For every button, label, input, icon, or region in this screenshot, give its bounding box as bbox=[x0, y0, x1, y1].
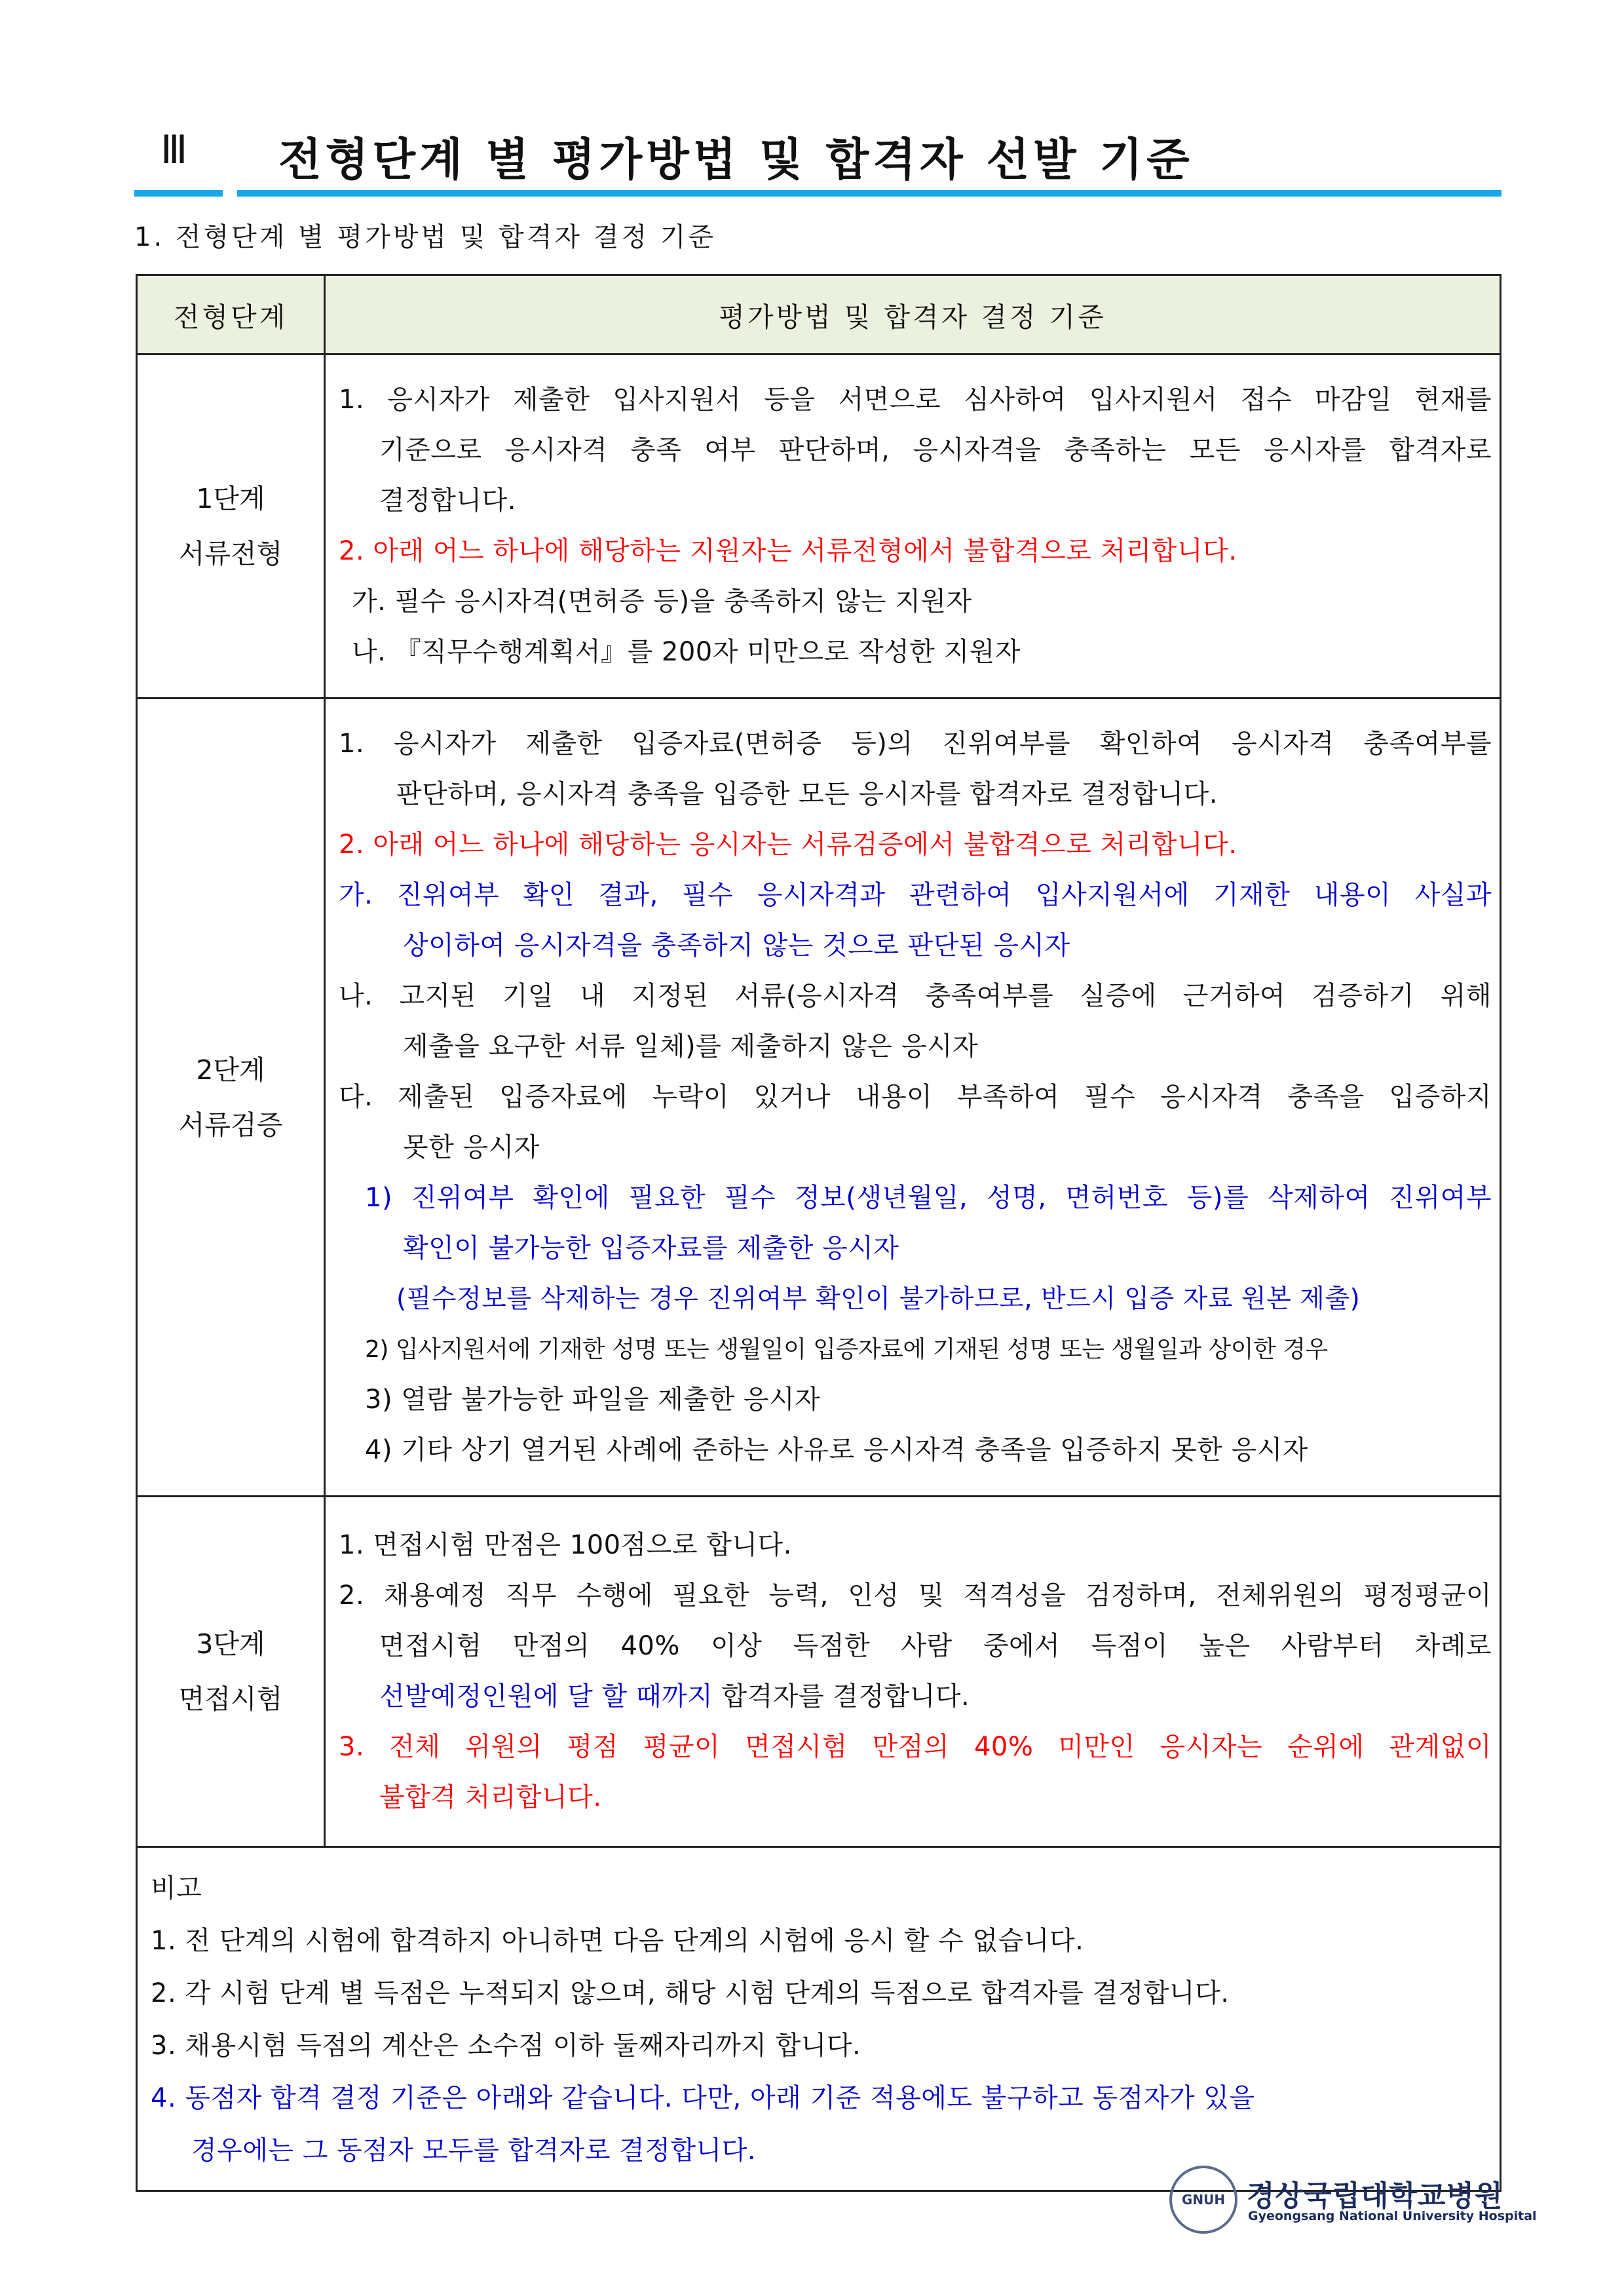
stage1-criteria bbox=[325, 354, 1501, 698]
stage2-line: 상이하여 응시자격을 충족하지 않는 것으로 판단된 응시자 bbox=[403, 930, 1070, 961]
section-number: Ⅲ bbox=[161, 127, 189, 173]
criteria-table bbox=[136, 274, 1501, 2192]
stage2-line: 나. 고지된 기일 내 지정된 서류(응시자격 충족여부를 실증에 근거하여 검증하기 위해 bbox=[339, 981, 1492, 1011]
logo-name-kr: 경상국립대학교병원 bbox=[1247, 2179, 1503, 2213]
stage2-line: 2) 입사지원서에 기재한 성명 또는 생월일이 입증자료에 기재된 성명 또는 생월일과 상이한 경우 bbox=[365, 1336, 1328, 1363]
hospital-logo bbox=[1169, 2166, 1537, 2238]
stage1-line: 1. 응시자가 제출한 입사지원서 등을 서면으로 심사하여 입사지원서 접수 마감일 현재를 bbox=[339, 385, 1492, 415]
stage3-number: 3단계 bbox=[196, 1628, 265, 1660]
accent-bar-left bbox=[134, 190, 223, 197]
notes-line: 2. 각 시험 단계 별 득점은 누적되지 않으며, 해당 시험 단계의 득점으로 합격자를 결정합니다. bbox=[151, 1978, 1230, 2008]
stage1-number: 1단계 bbox=[196, 483, 265, 514]
stage2-name: 서류검증 bbox=[178, 1109, 283, 1141]
stage3-line bbox=[339, 1672, 1492, 1722]
emblem-text: GNUH bbox=[1181, 2192, 1226, 2208]
page-title: 전형단계 별 평가방법 및 합격자 선발 기준 bbox=[278, 134, 1194, 186]
logo-name-en: Gyeongsang National University Hospital bbox=[1248, 2209, 1537, 2223]
stage1-line: 가. 필수 응시자격(면허증 등)을 충족하지 않는 지원자 bbox=[352, 586, 972, 617]
notes-cell bbox=[137, 1847, 1501, 2191]
stage2-line: 1) 진위여부 확인에 필요한 필수 정보(생년월일, 성명, 면허번호 등)를 삭제하여 진위여부 bbox=[365, 1183, 1492, 1213]
table-row-stage3 bbox=[137, 1497, 1501, 1847]
stage1-line: 결정합니다. bbox=[379, 486, 516, 516]
notes-line: 4. 동점자 합격 결정 기준은 아래와 같습니다. 다만, 아래 기준 적용에도 불구하고 동점자가 있을 bbox=[151, 2083, 1255, 2113]
notes-line: 경우에는 그 동점자 모두를 합격자로 결정합니다. bbox=[191, 2135, 757, 2166]
table-row-notes bbox=[137, 1847, 1501, 2191]
stage1-label bbox=[137, 354, 325, 698]
header-method: 평가방법 및 합격자 결정 기준 bbox=[325, 275, 1501, 354]
stage3-criteria bbox=[325, 1497, 1501, 1847]
stage3-line: 불합격 처리합니다. bbox=[379, 1782, 602, 1812]
stage2-line: 다. 제출된 입증자료에 누락이 있거나 내용이 부족하여 필수 응시자격 충족을 입증하지 bbox=[339, 1082, 1492, 1112]
stage1-line: 2. 아래 어느 하나에 해당하는 지원자는 서류전형에서 불합격으로 처리합니다. bbox=[339, 536, 1237, 566]
stage2-line: 2. 아래 어느 하나에 해당하는 응시자는 서류검증에서 불합격으로 처리합니다. bbox=[339, 830, 1237, 860]
stage2-criteria bbox=[325, 698, 1501, 1497]
stage2-line: 못한 응시자 bbox=[403, 1132, 540, 1162]
stage3-highlight: 선발예정인원에 달 할 때까지 bbox=[379, 1681, 713, 1712]
table-row-stage1 bbox=[137, 354, 1501, 698]
section-subtitle: 1. 전형단계 별 평가방법 및 합격자 결정 기준 bbox=[134, 222, 717, 252]
stage2-line: (필수정보를 삭제하는 경우 진위여부 확인이 불가하므로, 반드시 입증 자료 원본 제출) bbox=[396, 1284, 1361, 1314]
stage2-line: 4) 기타 상기 열거된 사례에 준하는 사유로 응시자격 충족을 입증하지 못한 응시자 bbox=[365, 1435, 1308, 1465]
stage2-line: 판단하며, 응시자격 충족을 입증한 모든 응시자를 합격자로 결정합니다. bbox=[396, 779, 1218, 809]
section-header bbox=[134, 124, 1497, 197]
stage3-line-rest: 합격자를 결정합니다. bbox=[713, 1681, 970, 1712]
table-header-row bbox=[137, 275, 1501, 354]
stage3-name: 면접시험 bbox=[178, 1683, 283, 1715]
stage2-label bbox=[137, 698, 325, 1497]
stage2-line: 1. 응시자가 제출한 입증자료(면허증 등)의 진위여부를 확인하여 응시자격 충족여부를 bbox=[339, 729, 1492, 759]
notes-line: 1. 전 단계의 시험에 합격하지 아니하면 다음 단계의 시험에 응시 할 수 없습니다. bbox=[151, 1926, 1084, 1956]
stage1-line: 나. 『직무수행계획서』를 200자 미만으로 작성한 지원자 bbox=[352, 637, 1021, 667]
notes-heading: 비고 bbox=[151, 1873, 202, 1904]
stage3-line: 1. 면접시험 만점은 100점으로 합니다. bbox=[339, 1530, 792, 1560]
emblem-icon bbox=[1169, 2166, 1237, 2234]
stage2-line: 가. 진위여부 확인 결과, 필수 응시자격과 관련하여 입사지원서에 기재한 내용이 사실과 bbox=[339, 880, 1492, 910]
stage2-number: 2단계 bbox=[196, 1054, 265, 1086]
stage2-line: 확인이 불가능한 입증자료를 제출한 응시자 bbox=[403, 1233, 899, 1263]
table-row-stage2 bbox=[137, 698, 1501, 1497]
header-stage: 전형단계 bbox=[137, 275, 325, 354]
stage3-line: 3. 전체 위원의 평점 평균이 면접시험 만점의 40% 미만인 응시자는 순위에 관계없이 bbox=[339, 1732, 1492, 1762]
notes-line: 3. 채용시험 득점의 계산은 소수점 이하 둘째자리까지 합니다. bbox=[151, 2031, 861, 2061]
stage2-line: 3) 열람 불가능한 파일을 제출한 응시자 bbox=[365, 1385, 821, 1415]
stage2-line: 제출을 요구한 서류 일체)를 제출하지 않은 응시자 bbox=[403, 1031, 979, 1062]
stage3-line: 2. 채용예정 직무 수행에 필요한 능력, 인성 및 적격성을 검정하며, 전체위원의 평정평균이 bbox=[339, 1580, 1492, 1611]
accent-bar-right bbox=[237, 190, 1501, 197]
stage1-name: 서류전형 bbox=[178, 538, 283, 569]
stage1-line: 기준으로 응시자격 충족 여부 판단하며, 응시자격을 충족하는 모든 응시자를 합격자로 bbox=[379, 435, 1492, 465]
stage3-line: 면접시험 만점의 40% 이상 득점한 사람 중에서 득점이 높은 사람부터 차례로 bbox=[379, 1631, 1492, 1661]
stage3-label bbox=[137, 1497, 325, 1847]
